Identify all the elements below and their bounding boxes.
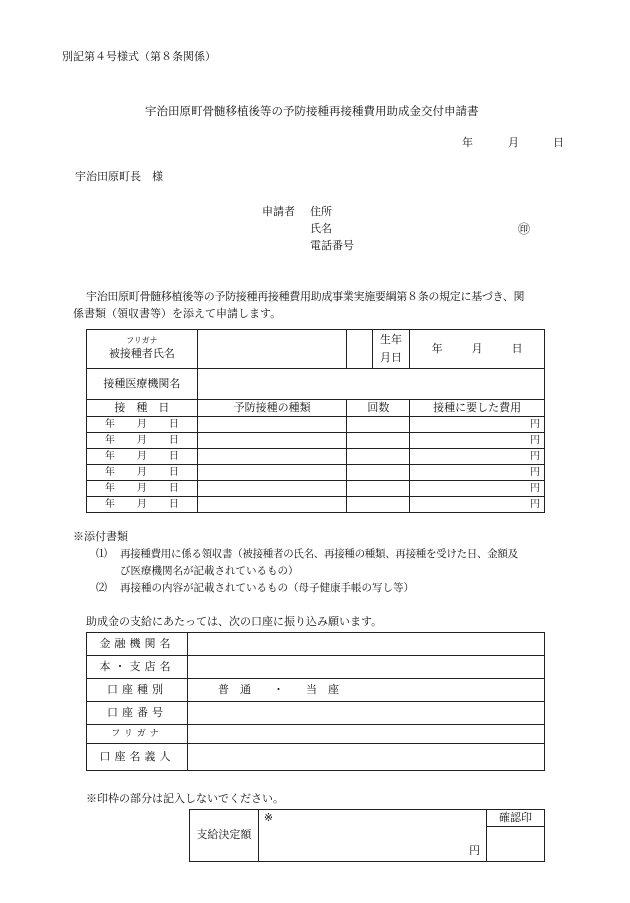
seal-field [487, 827, 545, 862]
row-cost-field[interactable]: 円 [410, 417, 545, 433]
table-row [87, 465, 545, 481]
form-number: 別記第４号様式（第８条関係） [62, 50, 216, 63]
phone-label: 電話番号 [310, 239, 354, 252]
account-holder-label: 口座名義人 [87, 744, 188, 771]
birth-label-2: 月日 [379, 351, 402, 364]
birthdate-field[interactable] [410, 330, 545, 369]
row-vaccine-field[interactable] [197, 449, 347, 465]
address-label: 住所 [310, 205, 332, 218]
attachment-1-line2: び医療機関名が記載されているもの） [120, 565, 299, 577]
row-vaccine-field[interactable] [197, 465, 347, 481]
table-row [87, 497, 545, 513]
row-count-field[interactable] [347, 481, 410, 497]
office-use-note: ※印枠の部分は記入しないでください。 [86, 792, 284, 805]
account-number-label: 口座番号 [87, 702, 188, 725]
bank-institution-field[interactable] [188, 633, 545, 656]
attachment-1-line1: 再接種費用に係る領収書（被接種者の氏名、再接種の種類、再接種を受けた日、金額及 [120, 548, 518, 560]
attachment-2-number: ⑵ [96, 581, 107, 594]
clinic-field[interactable] [197, 369, 544, 400]
bank-institution-label: 金融機関名 [87, 633, 188, 656]
header-vaccination-date: 接 種 日 [87, 400, 198, 417]
decision-amount-field [258, 810, 486, 862]
row-vaccine-field[interactable] [197, 481, 347, 497]
header-vaccine-type: 予防接種の種類 [197, 400, 347, 417]
account-type-label: 口座種別 [87, 679, 188, 702]
holder-furigana-label: フリガナ [87, 725, 188, 744]
table-row [87, 449, 545, 465]
decision-amount-label: 支給決定額 [190, 810, 259, 862]
patient-name-label-cell [87, 330, 198, 369]
account-number-field[interactable] [188, 702, 545, 725]
row-vaccine-field[interactable] [197, 497, 347, 513]
addressee: 宇治田原町長 様 [75, 170, 163, 183]
decision-table [189, 809, 545, 862]
row-count-field[interactable] [347, 417, 410, 433]
holder-furigana-field[interactable] [188, 725, 545, 744]
date-year-label: 年 [462, 136, 473, 149]
row-count-field[interactable] [347, 497, 410, 513]
row-cost-field[interactable]: 円 [410, 433, 545, 449]
row-vaccine-field[interactable] [197, 417, 347, 433]
row-vaccine-field[interactable] [197, 433, 347, 449]
attachment-1-number: ⑴ [96, 547, 107, 560]
date-month-label: 月 [508, 136, 519, 149]
bank-branch-label: 本・支店名 [87, 656, 188, 679]
account-holder-field[interactable] [188, 744, 545, 771]
row-date-field[interactable]: 年 月 日 [87, 481, 198, 497]
row-count-field[interactable] [347, 465, 410, 481]
decision-yen-unit: 円 [469, 844, 481, 858]
birth-month: 月 [471, 341, 483, 355]
subsidy-details-table [86, 329, 545, 513]
clinic-label: 接種医療機関名 [87, 369, 198, 400]
attachment-2-text: 再接種の内容が記載されているもの（母子健康手帳の写し等） [120, 582, 414, 594]
patient-name-label: 被接種者氏名 [108, 346, 175, 360]
row-date-field[interactable]: 年 月 日 [87, 449, 198, 465]
form-title: 宇治田原町骨髄移植後等の予防接種再接種費用助成金交付申請書 [145, 104, 479, 118]
bank-intro: 助成金の支給にあたっては、次の口座に振り込み願います。 [86, 615, 383, 628]
birth-label-1: 生年 [379, 333, 402, 347]
row-date-field[interactable]: 年 月 日 [87, 417, 198, 433]
row-date-field[interactable]: 年 月 日 [87, 465, 198, 481]
row-cost-field[interactable]: 円 [410, 481, 545, 497]
applicant-role: 申請者 [262, 205, 295, 218]
office-use-mark: ※ [263, 811, 274, 824]
date-day-label: 日 [553, 136, 564, 149]
account-type-options[interactable]: 普 通 ・ 当 座 [188, 679, 545, 702]
row-count-field[interactable] [347, 433, 410, 449]
birth-year: 年 [431, 341, 443, 355]
row-cost-field[interactable]: 円 [410, 497, 545, 513]
body-text-line1: 宇治田原町骨髄移植後等の予防接種再接種費用助成事業実施要綱第８条の規定に基づき、関 [86, 290, 525, 303]
seal-mark: ㊞ [518, 222, 531, 236]
table-row [87, 417, 545, 433]
body-text-line2: 係書類（領収書等）を添えて申請します。 [73, 307, 282, 320]
attachments-title: ※添付書類 [73, 530, 128, 543]
seal-label: 確認印 [487, 810, 545, 827]
header-count: 回数 [347, 400, 410, 417]
bank-account-table [86, 632, 545, 771]
birthdate-label-cell [347, 330, 410, 369]
bank-branch-field[interactable] [188, 656, 545, 679]
row-cost-field[interactable]: 円 [410, 449, 545, 465]
table-row [87, 433, 545, 449]
row-date-field[interactable]: 年 月 日 [87, 497, 198, 513]
row-count-field[interactable] [347, 449, 410, 465]
birth-day: 日 [511, 341, 523, 355]
name-label: 氏名 [310, 222, 332, 235]
furigana-label: フリガナ [126, 336, 158, 346]
table-row [87, 481, 545, 497]
patient-name-field[interactable] [197, 330, 347, 369]
row-date-field[interactable]: 年 月 日 [87, 433, 198, 449]
row-cost-field[interactable]: 円 [410, 465, 545, 481]
header-cost: 接種に要した費用 [410, 400, 545, 417]
